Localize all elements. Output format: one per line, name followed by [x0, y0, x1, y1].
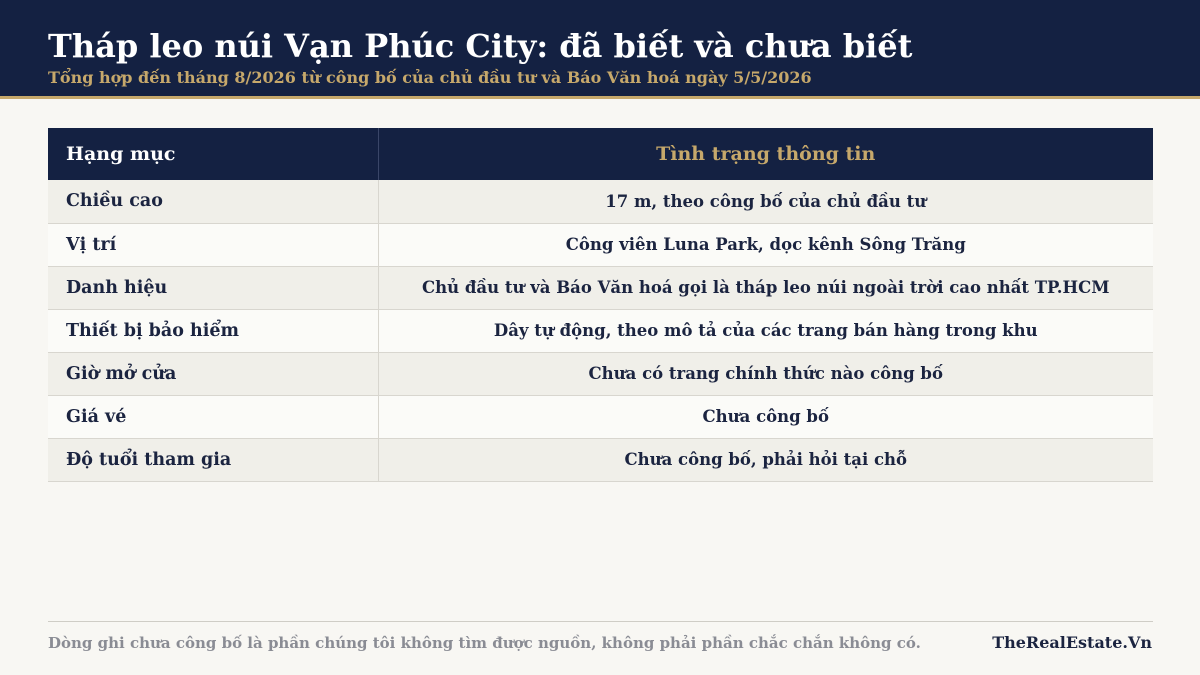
row-item-label: Giá vé — [48, 395, 378, 438]
table-row-age-requirement — [48, 438, 1153, 481]
page-title: Tháp leo núi Vạn Phúc City: đã biết và chưa biết — [48, 27, 913, 65]
row-status-value: Công viên Luna Park, dọc kênh Sông Trăng — [378, 223, 1153, 266]
column-header-status: Tình trạng thông tin — [378, 128, 1153, 180]
row-item-label: Chiều cao — [48, 180, 378, 223]
header-gold-rule — [0, 96, 1200, 99]
row-item-label: Độ tuổi tham gia — [48, 438, 378, 481]
row-status-value: Chưa có trang chính thức nào công bố — [378, 352, 1153, 395]
table-row-safety-equipment — [48, 309, 1153, 352]
table-header-row — [48, 128, 1153, 180]
row-item-label: Giờ mở cửa — [48, 352, 378, 395]
footnote: Dòng ghi chưa công bố là phần chúng tôi không tìm được nguồn, không phải phần chắc chắn không có. — [48, 634, 921, 652]
row-status-value: Chủ đầu tư và Báo Văn hoá gọi là tháp leo núi ngoài trời cao nhất TP.HCM — [378, 266, 1153, 309]
header-banner — [0, 0, 1200, 96]
table-row-location — [48, 223, 1153, 266]
table-row-title — [48, 266, 1153, 309]
column-header-item: Hạng mục — [48, 128, 378, 180]
footer-divider — [48, 621, 1153, 622]
row-status-value: Chưa công bố, phải hỏi tại chỗ — [378, 438, 1153, 481]
info-table — [48, 128, 1153, 482]
table-row-ticket-price — [48, 395, 1153, 438]
table-row-height — [48, 180, 1153, 223]
page-subtitle: Tổng hợp đến tháng 8/2026 từ công bố của chủ đầu tư và Báo Văn hoá ngày 5/5/2026 — [48, 68, 812, 87]
row-item-label: Thiết bị bảo hiểm — [48, 309, 378, 352]
row-status-value: Dây tự động, theo mô tả của các trang bán hàng trong khu — [378, 309, 1153, 352]
row-status-value: Chưa công bố — [378, 395, 1153, 438]
table-row-opening-hours — [48, 352, 1153, 395]
row-status-value: 17 m, theo công bố của chủ đầu tư — [378, 180, 1153, 223]
row-item-label: Vị trí — [48, 223, 378, 266]
row-item-label: Danh hiệu — [48, 266, 378, 309]
brand-name: TheRealEstate.Vn — [992, 633, 1152, 652]
